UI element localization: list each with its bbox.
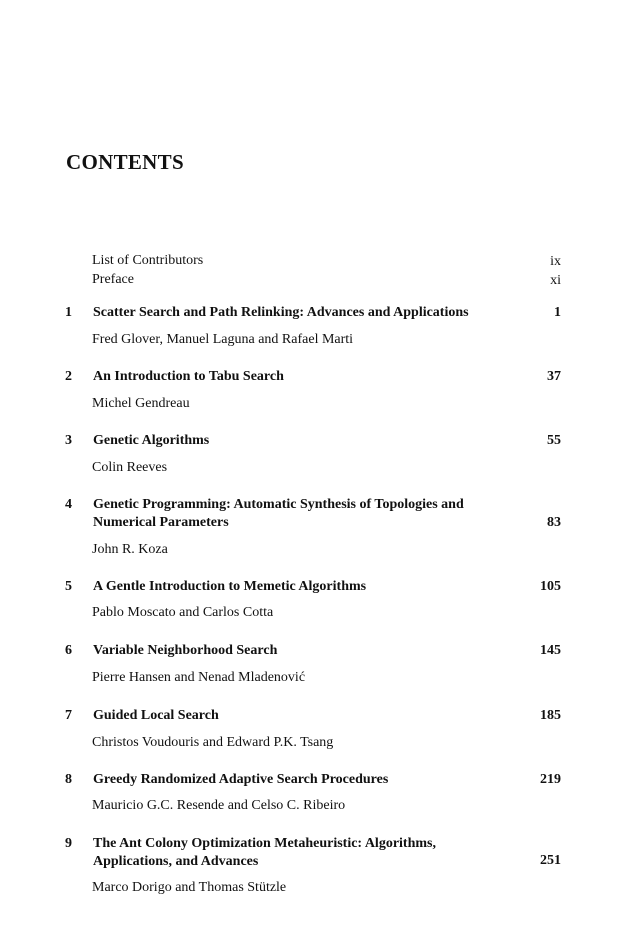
chapter-title-line: An Introduction to Tabu Search bbox=[93, 369, 284, 384]
chapter-title-line: A Gentle Introduction to Memetic Algorithms bbox=[93, 579, 367, 594]
chapter-title bbox=[93, 707, 513, 725]
chapter-number: 6 bbox=[65, 643, 72, 658]
chapter-page: 251 bbox=[540, 853, 561, 868]
chapter-title-line: Variable Neighborhood Search bbox=[93, 643, 278, 658]
chapter-number: 1 bbox=[65, 305, 72, 320]
chapter-title bbox=[93, 496, 513, 532]
chapter-page: 219 bbox=[540, 772, 561, 787]
chapter-authors: Colin Reeves bbox=[92, 460, 168, 475]
chapter-authors: Mauricio G.C. Resende and Celso C. Ribeiro bbox=[92, 798, 346, 813]
front-matter-page: ix bbox=[550, 254, 561, 269]
chapter-page: 1 bbox=[554, 305, 561, 320]
chapter-number: 8 bbox=[65, 772, 72, 787]
chapter-title-line: Guided Local Search bbox=[93, 708, 219, 723]
chapter-authors: Fred Glover, Manuel Laguna and Rafael Marti bbox=[92, 332, 354, 347]
front-matter-label: Preface bbox=[92, 272, 134, 287]
chapter-title-line: Genetic Programming: Automatic Synthesis of Topologies and bbox=[93, 497, 464, 512]
chapter-authors: John R. Koza bbox=[92, 542, 168, 557]
contents-heading: CONTENTS bbox=[66, 150, 184, 174]
chapter-authors: Marco Dorigo and Thomas Stützle bbox=[92, 880, 287, 895]
front-matter-label: List of Contributors bbox=[92, 253, 204, 268]
chapter-page: 145 bbox=[540, 643, 561, 658]
chapter-title-line: Numerical Parameters bbox=[93, 515, 229, 530]
chapter-title bbox=[93, 304, 513, 322]
chapter-title-line: Scatter Search and Path Relinking: Advances and Applications bbox=[93, 305, 469, 320]
chapter-number: 4 bbox=[65, 497, 72, 512]
chapter-number: 7 bbox=[65, 708, 72, 723]
chapter-number: 9 bbox=[65, 836, 72, 851]
chapter-authors: Pierre Hansen and Nenad Mladenović bbox=[92, 670, 306, 685]
chapter-title-line: Genetic Algorithms bbox=[93, 433, 210, 448]
chapter-title bbox=[93, 642, 513, 660]
chapter-title-line: The Ant Colony Optimization Metaheuristic: Algorithms, bbox=[93, 836, 436, 851]
chapter-page: 83 bbox=[547, 515, 561, 530]
chapter-number: 3 bbox=[65, 433, 72, 448]
chapter-number: 2 bbox=[65, 369, 72, 384]
chapter-page: 105 bbox=[540, 579, 561, 594]
chapter-title bbox=[93, 368, 513, 386]
chapter-title-line: Greedy Randomized Adaptive Search Procedures bbox=[93, 772, 389, 787]
chapter-number: 5 bbox=[65, 579, 72, 594]
chapter-title bbox=[93, 578, 513, 596]
chapter-title-line: Applications, and Advances bbox=[93, 854, 259, 869]
chapter-authors: Michel Gendreau bbox=[92, 396, 190, 411]
chapter-page: 185 bbox=[540, 708, 561, 723]
chapter-authors: Christos Voudouris and Edward P.K. Tsang bbox=[92, 735, 334, 750]
chapter-page: 37 bbox=[547, 369, 561, 384]
front-matter-page: xi bbox=[550, 273, 561, 288]
chapter-title bbox=[93, 835, 513, 871]
chapter-page: 55 bbox=[547, 433, 561, 448]
chapter-authors: Pablo Moscato and Carlos Cotta bbox=[92, 605, 274, 620]
chapter-title bbox=[93, 771, 513, 789]
chapter-title bbox=[93, 432, 513, 450]
